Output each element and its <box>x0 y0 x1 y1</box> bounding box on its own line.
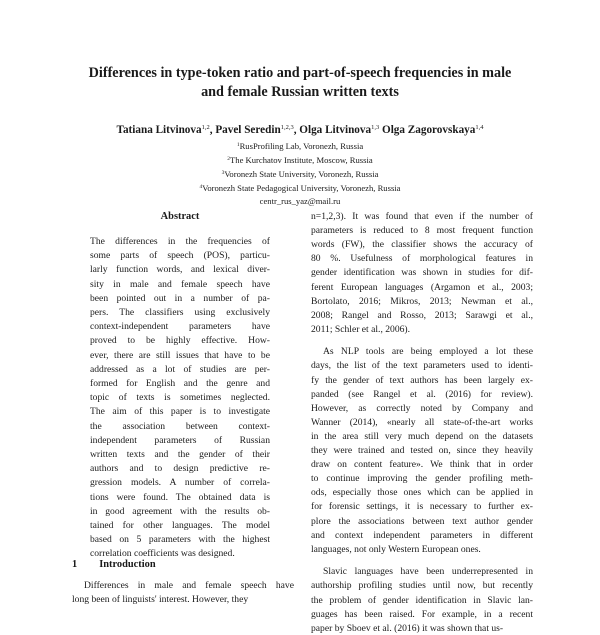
abstract-line: been pointed out in a number of pa- <box>90 292 270 304</box>
title-line: and female Russian written texts <box>201 84 399 100</box>
abstract-line: some parts of speech (POS), particu- <box>90 250 270 262</box>
affiliation-text: Voronezh State Pedagogical University, Voronezh, Russia <box>202 183 401 193</box>
abstract-line: based on 5 parameters with the highest <box>90 534 270 546</box>
affiliation-mark: 2 <box>227 156 231 162</box>
intro-line: long been of linguists' interest. However, they <box>72 594 249 605</box>
body-line: As NLP tools are being employed a lot these <box>323 346 533 358</box>
affiliation-mark: 1 <box>236 142 240 148</box>
body-line: fy the gender of text authors has been largely ex- <box>311 374 533 386</box>
affiliation-text: Voronezh State University, Voronezh, Russia <box>224 169 379 179</box>
body-line: parameters is reduced to 8 most frequent function <box>311 225 533 237</box>
body-line: 2011; Schler et al., 2006). <box>311 323 411 335</box>
affiliation-text: The Kurchatov Institute, Moscow, Russia <box>230 155 373 165</box>
body-line: draw on content feature». We think that in order <box>311 459 533 471</box>
abstract-heading: Abstract <box>160 211 200 222</box>
abstract-line: formed for English and the genre and <box>90 378 270 389</box>
author-email[interactable]: centr_rus_yaz@mail.ru <box>259 196 341 206</box>
body-line: However, as correctly noted by Company and <box>311 402 533 414</box>
abstract-line: sity in male and female speech have <box>90 278 270 290</box>
author-affiliation-mark: 1,3 <box>371 124 380 131</box>
abstract-line: the association between context- <box>90 420 270 432</box>
abstract-line: independent parameters of Russian <box>90 434 270 446</box>
affiliation <box>40 169 560 179</box>
author-affiliation-mark: 1,2,3 <box>280 124 294 131</box>
abstract-line: gression models. A number of correla- <box>90 477 270 489</box>
body-line: the problem of gender identification in Slavic lan- <box>311 594 533 606</box>
body-line: to continue improving the gender profiling meth- <box>311 473 533 485</box>
abstract-line: addressed as a lot of studies are per- <box>90 363 270 375</box>
body-line: and context independent parameters in different <box>311 529 533 541</box>
body-line: n=1,2,3). It was found that even if the number of <box>311 211 533 222</box>
body-line: authorship profiling studies until now, but recently <box>311 580 533 592</box>
abstract-line: topic of texts is sometimes neglected. <box>90 392 270 404</box>
author-affiliation-mark: 1,2 <box>201 124 210 131</box>
body-line: Bortolato, 2016; Mikros, 2013; Newman et al., <box>311 295 533 307</box>
body-line: ferent European languages (Argamon et al., 2003; <box>311 281 533 293</box>
body-line: guages has been raised. For example, in a recent <box>311 608 533 620</box>
abstract-line: proved to be highly effective. How- <box>90 335 270 347</box>
body-line: Slavic languages have been underrepresented in <box>323 566 533 578</box>
body-line: in the area still very much depend on the datasets <box>311 430 533 442</box>
body-line: Wanner (2014), «nearly all state-of-the-art works <box>311 416 533 428</box>
body-line: 2008; Rangel and Rosso, 2013; Sarawgi et al., <box>311 309 533 321</box>
abstract-line: pers. The classifiers using exclusively <box>90 307 270 318</box>
section-heading-introduction <box>72 559 156 570</box>
author-name: Pavel Seredin <box>215 124 281 136</box>
abstract-line: tions were found. The obtained data is <box>90 491 270 503</box>
abstract-line: larly function words, and lexical diver- <box>90 264 270 276</box>
abstract-line: The aim of this paper is to investigate <box>90 406 270 418</box>
section-title: Introduction <box>99 559 156 570</box>
affiliation-mark: 4 <box>199 184 203 190</box>
author-affiliation-mark: 1,4 <box>475 124 484 131</box>
affiliation <box>40 183 560 193</box>
section-number: 1 <box>72 559 78 570</box>
body-line: plore the associations between text author gender <box>311 515 533 527</box>
body-line: ods, especially those ones which can be applied in <box>311 487 533 499</box>
body-line: 80 %. Usefulness of morphological features in <box>311 253 533 265</box>
author-list: Tatiana Litvinova$^{1,2}$, Pavel Seredin$^{1,2,3}$, Olga Litvinova$^{1,3}$ Olga Zagorovskaya$^{1,4}$ <box>116 124 484 136</box>
abstract-line: context-independent parameters have <box>90 321 270 333</box>
abstract-line: in good agreement with the results ob- <box>90 505 270 517</box>
abstract-line: correlation coefficients was designed. <box>90 548 235 560</box>
body-line: gender identification was shown in studies for dif- <box>311 267 533 279</box>
abstract-line: ever, there are still issues that have to be <box>90 349 270 361</box>
body-line: paper by Sboev et al. (2016) it was shown that us- <box>311 622 504 634</box>
abstract-line: The differences in the frequencies of <box>90 236 270 247</box>
affiliation <box>40 141 560 151</box>
abstract-line: written texts and the gender of their <box>90 449 270 460</box>
author-name: Olga Litvinova <box>299 124 372 136</box>
affiliation-mark: 3 <box>221 170 225 176</box>
affiliation <box>40 155 560 165</box>
author-name: Tatiana Litvinova <box>116 124 202 136</box>
author-name: Olga Zagorovskaya <box>382 124 476 136</box>
title-line: Differences in type-token ratio and part-of-speech frequencies in male <box>88 65 512 81</box>
affiliation-text: RusProfiling Lab, Voronezh, Russia <box>239 141 364 151</box>
body-line: panded (see Rangel et al. (2016) for review). <box>311 388 533 400</box>
body-line: for forensic settings, it is necessary to further ex- <box>311 501 533 513</box>
abstract-line: tained for other languages. The model <box>90 520 270 531</box>
abstract-line: authors and to design predictive re- <box>90 463 270 475</box>
intro-line: Differences in male and female speech have <box>84 580 294 591</box>
paper-title <box>60 64 540 102</box>
body-line: words (FW), the classifier shows the accuracy of <box>311 239 533 251</box>
body-line: languages, not only Western European ones. <box>311 543 481 555</box>
body-line: they were trained and tested on, since they heavily <box>311 445 533 457</box>
body-line: days, the list of the text parameters used to identi- <box>311 360 533 372</box>
